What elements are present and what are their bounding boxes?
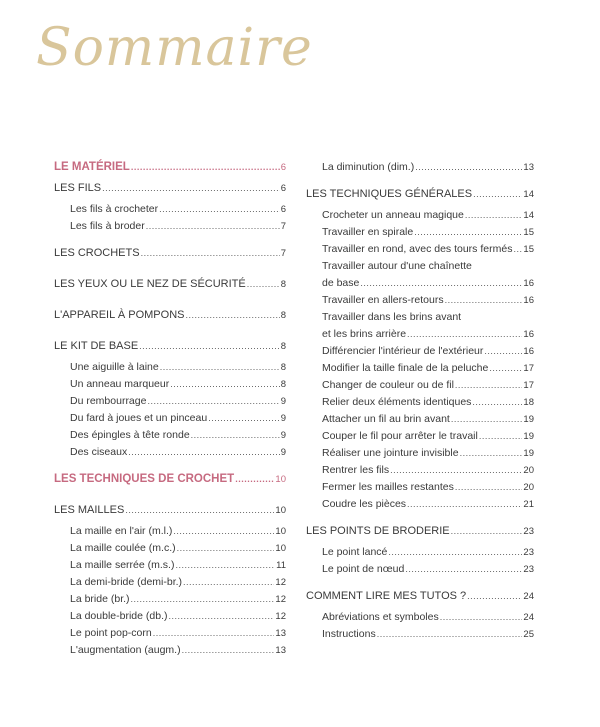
toc-page-number: 24 (523, 591, 534, 602)
toc-entry-label: Différencier l'intérieur de l'extérieur (322, 345, 484, 357)
toc-page-number: 11 (276, 560, 286, 571)
toc-entry[interactable] (306, 377, 534, 394)
toc-column-right (306, 159, 534, 643)
dot-leader (407, 326, 522, 343)
dot-leader (455, 377, 523, 394)
dot-leader (247, 276, 280, 293)
toc-entry[interactable] (54, 540, 286, 557)
toc-page-number: 15 (523, 227, 534, 238)
toc-entry-label: LES MAILLES (54, 504, 125, 516)
dot-leader (147, 393, 279, 410)
toc-entry-label: LES CROCHETS (54, 247, 140, 259)
toc-entry-label: LES TECHNIQUES GÉNÉRALES (306, 188, 473, 200)
section-gap (306, 513, 534, 523)
toc-page-number: 7 (280, 221, 286, 232)
toc-entry[interactable] (306, 411, 534, 428)
toc-entry-label: Abréviations et symboles (322, 611, 439, 623)
toc-entry-label: Les fils à crocheter (70, 203, 159, 215)
toc-entry-label: L'augmentation (augm.) (70, 644, 181, 656)
dot-leader (415, 159, 522, 176)
dot-leader (388, 544, 522, 561)
toc-entry[interactable] (306, 496, 534, 513)
toc-entry-label: Le point pop-corn (70, 627, 152, 639)
toc-page-number: 16 (523, 295, 534, 306)
dot-leader (141, 245, 280, 262)
toc-entry-label: Travailler autour d'une chaînette (322, 260, 472, 272)
toc-page-number: 13 (275, 645, 286, 656)
toc-page-number: 8 (280, 362, 286, 373)
dot-leader (455, 479, 523, 496)
toc-page-number: 10 (275, 505, 286, 516)
toc-entry-label: Changer de couleur ou de fil (322, 379, 454, 391)
toc-entry[interactable] (54, 218, 286, 235)
dot-leader (128, 444, 280, 461)
toc-entry-label: L'APPAREIL À POMPONS (54, 309, 185, 321)
toc-entry[interactable] (306, 292, 534, 309)
toc-entry[interactable] (306, 360, 534, 377)
toc-entry-label: Fermer les mailles restantes (322, 481, 454, 493)
toc-entry[interactable] (54, 591, 286, 608)
toc-page-number: 19 (523, 414, 534, 425)
toc-entry[interactable] (54, 393, 286, 410)
toc-entry-label: Réaliser une jointure invisible (322, 447, 459, 459)
toc-entry-label: Instructions (322, 628, 376, 640)
section-gap (306, 176, 534, 186)
dot-leader (175, 557, 275, 574)
toc-page-number: 24 (523, 612, 534, 623)
toc-section-heading[interactable] (54, 502, 286, 519)
toc-entry-label: Modifier la taille finale de la peluche (322, 362, 489, 374)
toc-entry-label: Rentrer les fils (322, 464, 390, 476)
toc-page-number: 19 (523, 431, 534, 442)
toc-entry[interactable] (54, 444, 286, 461)
toc-entry-label: LE MATÉRIEL (54, 161, 130, 173)
toc-section-heading[interactable] (54, 307, 286, 324)
toc-page-number: 16 (523, 329, 534, 340)
toc-entry[interactable] (306, 609, 534, 626)
toc-page-number: 23 (523, 547, 534, 558)
dot-leader (445, 292, 523, 309)
toc-entry[interactable] (306, 309, 534, 326)
toc-entry[interactable] (306, 326, 534, 343)
toc-page-number: 10 (275, 543, 286, 554)
toc-entry[interactable] (306, 428, 534, 445)
toc-entry-label: Relier deux éléments identiques (322, 396, 472, 408)
toc-page-number: 14 (523, 210, 534, 221)
toc-page-number: 17 (523, 380, 534, 391)
toc-section-heading[interactable] (54, 245, 286, 262)
toc-page-number: 12 (275, 611, 286, 622)
toc-entry-label: Des ciseaux (70, 446, 128, 458)
toc-entry[interactable] (306, 445, 534, 462)
toc-entry-label: Du fard à joues et un pinceau (70, 412, 208, 424)
toc-entry[interactable] (54, 523, 286, 540)
dot-leader (440, 609, 523, 626)
page-title: Sommaire (36, 18, 313, 78)
toc-entry-label: LES FILS (54, 182, 102, 194)
toc-page-number: 8 (280, 341, 286, 352)
toc-entry-label: Une aiguille à laine (70, 361, 159, 373)
toc-page-number: 21 (523, 499, 534, 510)
toc-section-heading[interactable] (54, 276, 286, 293)
toc-page-number: 10 (275, 474, 286, 485)
section-gap (306, 578, 534, 588)
toc-page-number: 9 (280, 413, 286, 424)
toc-entry-label: La double-bride (db.) (70, 610, 168, 622)
toc-page-number: 9 (280, 430, 286, 441)
toc-entry-label: Attacher un fil au brin avant (322, 413, 450, 425)
toc-page-number: 16 (523, 278, 534, 289)
dot-leader (168, 608, 274, 625)
toc-entry[interactable] (306, 224, 534, 241)
section-gap (54, 492, 286, 502)
toc-entry-label: Un anneau marqueur (70, 378, 170, 390)
dot-leader (377, 626, 523, 643)
toc-page-number: 23 (523, 564, 534, 575)
toc-entry[interactable] (54, 608, 286, 625)
section-gap (54, 328, 286, 338)
toc-entry-label: et les brins arrière (322, 328, 407, 340)
toc-section-heading[interactable] (54, 180, 286, 197)
toc-entry[interactable] (54, 642, 286, 659)
dot-leader (479, 428, 523, 445)
dot-leader (131, 159, 280, 176)
toc-entry-label: Travailler en allers-retours (322, 294, 444, 306)
toc-entry[interactable] (306, 343, 534, 360)
toc-entry[interactable] (306, 207, 534, 224)
dot-leader (473, 186, 522, 203)
toc-page-number: 17 (523, 363, 534, 374)
toc-entry-label: Travailler dans les brins avant (322, 311, 462, 323)
dot-leader (235, 471, 274, 488)
dot-leader (465, 207, 523, 224)
dot-leader (407, 496, 522, 513)
toc-section-heading[interactable] (54, 338, 286, 355)
dot-leader (208, 410, 280, 427)
toc-entry-label: La maille coulée (m.c.) (70, 542, 176, 554)
dot-leader (131, 591, 275, 608)
dot-leader (405, 561, 522, 578)
toc-page-number: 6 (280, 162, 286, 173)
toc-page-number: 18 (523, 397, 534, 408)
dot-leader (390, 462, 522, 479)
dot-leader (177, 540, 275, 557)
toc-entry[interactable] (306, 561, 534, 578)
dot-leader (102, 180, 280, 197)
toc-entry-label: LES POINTS DE BRODERIE (306, 525, 450, 537)
section-gap (54, 235, 286, 245)
toc-page-number: 6 (280, 204, 286, 215)
toc-entry[interactable] (306, 275, 534, 292)
section-gap (54, 461, 286, 471)
toc-entry[interactable] (54, 376, 286, 393)
toc-entry-label: Crocheter un anneau magique (322, 209, 464, 221)
toc-part-heading[interactable] (54, 471, 286, 488)
toc-entry-label: LE KIT DE BASE (54, 340, 139, 352)
toc-entry[interactable] (54, 359, 286, 376)
toc-entry-label: La demi-bride (demi-br.) (70, 576, 183, 588)
toc-entry-label: Du rembourrage (70, 395, 147, 407)
toc-entry-label: LES YEUX OU LE NEZ DE SÉCURITÉ (54, 278, 246, 290)
dot-leader (146, 218, 280, 235)
toc-page-number: 13 (523, 162, 534, 173)
toc-entry-label: La diminution (dim.) (322, 161, 415, 173)
section-gap (54, 266, 286, 276)
toc-entry-label: Couper le fil pour arrêter le travail (322, 430, 478, 442)
toc-entry-label: Des épingles à tête ronde (70, 429, 190, 441)
toc-entry[interactable] (306, 394, 534, 411)
toc-entry[interactable] (306, 544, 534, 561)
toc-entry-label: LES TECHNIQUES DE CROCHET (54, 473, 235, 485)
toc-entry[interactable] (306, 241, 534, 258)
toc-entry[interactable] (306, 258, 534, 275)
dot-leader (513, 241, 522, 258)
toc-entry[interactable] (54, 427, 286, 444)
toc-entry[interactable] (54, 625, 286, 642)
toc-page-number: 12 (275, 577, 286, 588)
toc-entry[interactable] (54, 410, 286, 427)
toc-page-number: 16 (523, 346, 534, 357)
toc-entry-label: Les fils à broder (70, 220, 145, 232)
toc-page-number: 19 (523, 448, 534, 459)
toc-entry-label: La maille serrée (m.s.) (70, 559, 175, 571)
dot-leader (484, 343, 522, 360)
toc-page-number: 23 (523, 526, 534, 537)
dot-leader (467, 588, 522, 605)
toc-entry-label: COMMENT LIRE MES TUTOS ? (306, 590, 467, 602)
toc-page-number: 8 (280, 379, 286, 390)
toc-entry[interactable] (54, 201, 286, 218)
toc-entry[interactable] (306, 159, 534, 176)
toc-entry-label: Travailler en rond, avec des tours fermés (322, 243, 513, 255)
toc-entry[interactable] (54, 557, 286, 574)
dot-leader (460, 445, 523, 462)
dot-leader (170, 376, 279, 393)
toc-page-number: 20 (523, 465, 534, 476)
toc-page-number: 8 (280, 279, 286, 290)
dot-leader (182, 642, 275, 659)
dot-leader (414, 224, 522, 241)
toc-entry-label: Travailler en spirale (322, 226, 414, 238)
toc-page-number: 15 (523, 244, 534, 255)
toc-page-number: 9 (280, 447, 286, 458)
toc-page-number: 25 (523, 629, 534, 640)
dot-leader (139, 338, 280, 355)
dot-leader (451, 411, 523, 428)
toc-entry-label: de base (322, 277, 360, 289)
toc-page-number: 14 (523, 189, 534, 200)
dot-leader (489, 360, 522, 377)
dot-leader (125, 502, 274, 519)
dot-leader (159, 201, 280, 218)
toc-section-heading[interactable] (306, 186, 534, 203)
toc-page-number: 10 (275, 526, 286, 537)
dot-leader (153, 625, 275, 642)
dot-leader (472, 394, 522, 411)
toc-page-number: 9 (280, 396, 286, 407)
toc-section-heading[interactable] (306, 523, 534, 540)
toc-entry[interactable] (306, 479, 534, 496)
toc-page-number: 8 (280, 310, 286, 321)
dot-leader (173, 523, 274, 540)
toc-entry[interactable] (306, 626, 534, 643)
dot-leader (183, 574, 274, 591)
dot-leader (451, 523, 523, 540)
toc-entry[interactable] (306, 462, 534, 479)
toc-section-heading[interactable] (306, 588, 534, 605)
toc-page-number: 7 (280, 248, 286, 259)
toc-page-number: 13 (275, 628, 286, 639)
dot-leader (191, 427, 280, 444)
dot-leader (360, 275, 522, 292)
toc-entry-label: La maille en l'air (m.l.) (70, 525, 173, 537)
toc-entry[interactable] (54, 574, 286, 591)
toc-page-number: 6 (280, 183, 286, 194)
toc-entry-label: Le point de nœud (322, 563, 405, 575)
dot-leader (160, 359, 280, 376)
toc-page-number: 12 (275, 594, 286, 605)
dot-leader (185, 307, 279, 324)
toc-page-number: 20 (523, 482, 534, 493)
toc-entry-label: Coudre les pièces (322, 498, 407, 510)
section-gap (54, 297, 286, 307)
toc-part-heading[interactable] (54, 159, 286, 176)
toc-column-left (54, 159, 286, 659)
toc-entry-label: La bride (br.) (70, 593, 130, 605)
toc-entry-label: Le point lancé (322, 546, 388, 558)
